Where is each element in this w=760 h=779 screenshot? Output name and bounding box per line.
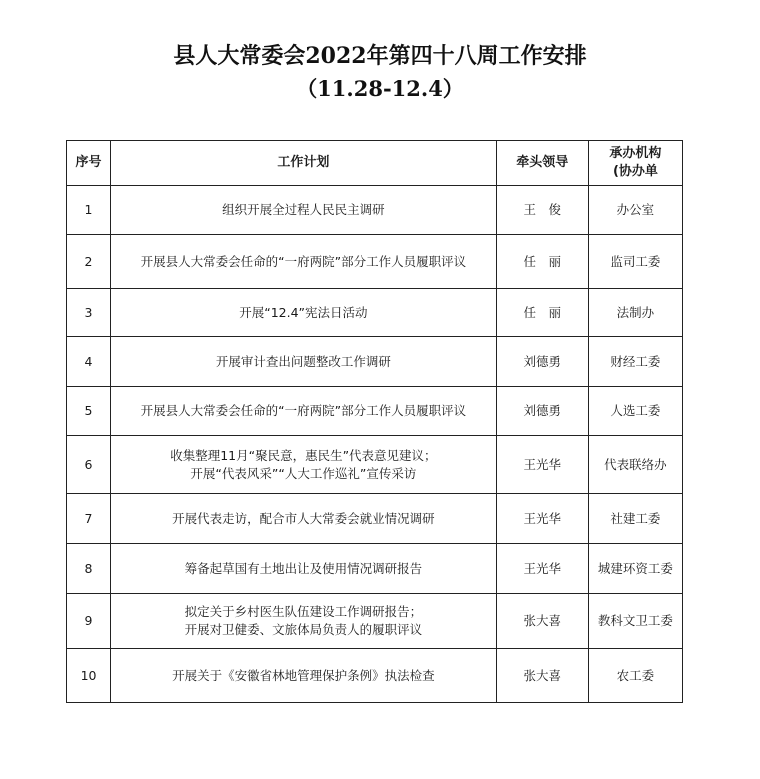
row-plan: [111, 235, 497, 289]
row-plan: [111, 436, 497, 494]
row-lead: 王 俊: [496, 186, 588, 235]
row-plan: [111, 594, 497, 649]
row-no: 4: [67, 337, 111, 387]
row-no: 5: [67, 387, 111, 436]
table-row: [67, 186, 683, 235]
table-row: [67, 649, 683, 703]
plan-line: 开展审计查出问题整改工作调研: [215, 353, 391, 369]
page-subtitle: （11.28-12.4）: [296, 76, 464, 101]
table-row: [67, 337, 683, 387]
row-lead: 王光华: [496, 436, 588, 494]
row-org: 代表联络办: [588, 436, 682, 494]
plan-line: 开展关于《安徽省林地管理保护条例》执法检查: [172, 667, 435, 683]
page-title: 县人大常委会2022年第四十八周工作安排: [173, 43, 587, 69]
header-org-line1: 承办机构: [609, 146, 662, 161]
row-org: 办公室: [588, 186, 682, 235]
header-org-line2: (协办单: [612, 164, 658, 179]
header-no: 序号: [67, 141, 111, 186]
plan-line: 开展对卫健委、文旅体局负责人的履职评议: [184, 622, 423, 637]
table-row: [67, 494, 683, 544]
row-org: 监司工委: [588, 235, 682, 289]
table-row: [67, 436, 683, 494]
row-no: 7: [67, 494, 111, 544]
plan-line: 收集整理11月“聚民意，惠民生”代表意见建议；: [170, 447, 437, 463]
row-lead: 任 丽: [496, 235, 588, 289]
row-no: 1: [67, 186, 111, 235]
table-row: [67, 289, 683, 337]
row-org: 教科文卫工委: [588, 594, 682, 649]
row-lead: 刘德勇: [496, 337, 588, 387]
plan-line: 拟定关于乡村医生队伍建设工作调研报告；: [184, 604, 423, 619]
row-org: 人选工委: [588, 387, 682, 436]
row-org: 财经工委: [588, 337, 682, 387]
row-lead: 王光华: [496, 544, 588, 594]
header-plan: 工作计划: [111, 141, 497, 186]
row-org: 法制办: [588, 289, 682, 337]
row-plan: [111, 337, 497, 387]
plan-line: 开展县人大常委会任命的“一府两院”部分工作人员履职评议: [140, 253, 467, 269]
row-org: 农工委: [588, 649, 682, 703]
row-org: 社建工委: [588, 494, 682, 544]
header-lead: 牵头领导: [496, 141, 588, 186]
row-lead: 王光华: [496, 494, 588, 544]
row-lead: 张大喜: [496, 649, 588, 703]
row-plan: [111, 186, 497, 235]
row-lead: 张大喜: [496, 594, 588, 649]
table-row: [67, 235, 683, 289]
row-plan: [111, 387, 497, 436]
table-row: [67, 387, 683, 436]
plan-line: 开展“代表风采”“人大工作巡礼”宣传采访: [190, 465, 417, 481]
plan-line: 开展县人大常委会任命的“一府两院”部分工作人员履职评议: [140, 403, 467, 418]
schedule-table: [66, 140, 683, 703]
row-lead: 刘德勇: [496, 387, 588, 436]
plan-line: 组织开展全过程人民民主调研: [222, 202, 385, 217]
row-plan: [111, 289, 497, 337]
row-lead: 任 丽: [496, 289, 588, 337]
row-no: 8: [67, 544, 111, 594]
plan-line: 开展“12.4”宪法日活动: [239, 304, 368, 320]
row-no: 9: [67, 594, 111, 649]
row-no: 10: [67, 649, 111, 703]
header-org: [588, 141, 682, 186]
row-org: 城建环资工委: [588, 544, 682, 594]
table-header-row: [67, 141, 683, 186]
row-plan: [111, 649, 497, 703]
row-no: 3: [67, 289, 111, 337]
plan-line: 筹备起草国有土地出让及使用情况调研报告: [184, 560, 423, 576]
table-row: [67, 594, 683, 649]
row-no: 2: [67, 235, 111, 289]
plan-line: 开展代表走访，配合市人大常委会就业情况调研: [172, 510, 435, 526]
table-row: [67, 544, 683, 594]
row-no: 6: [67, 436, 111, 494]
row-plan: [111, 544, 497, 594]
row-plan: [111, 494, 497, 544]
